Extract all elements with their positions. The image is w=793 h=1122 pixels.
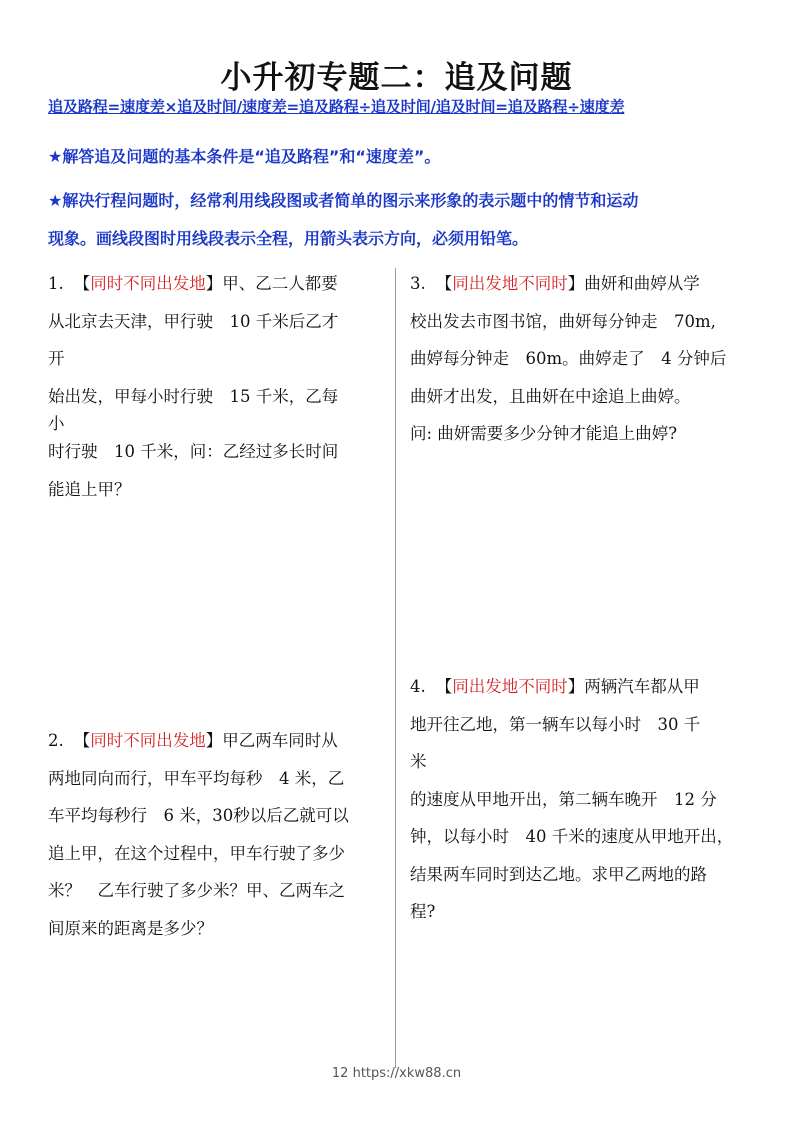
problem-line: 两地同向而行，甲车平均每秒 4 米，乙 [48,768,345,788]
problem-line: 米？ 乙车行驶了多少米？甲、乙两车之 [48,881,345,900]
problem-1-line-0: 1. 【同时不同出发地】甲、乙二人都要 [48,274,338,293]
problem-2-line-0: 2. 【同时不同出发地】甲乙两车同时从 [48,731,338,750]
problem-line: 钟，以每小时 40 千米的速度从甲地开出， [410,827,734,846]
problem-1 [48,265,383,508]
problem-number: 2. [48,731,64,750]
problem-number: 1. [48,274,64,293]
tip-basic-conditions: ★解答追及问题的基本条件是“追及路程”和“速度差”。 [48,147,441,166]
problem-tag: 【同出发地不同时】 [435,274,585,293]
problem-line: 车平均每秒行 6 米，30秒以后乙就可以 [48,806,349,825]
problem-line: 间原来的距离是多少？ [48,918,213,938]
problem-line: 问: 曲妍需要多少分钟才能追上曲婷? [410,424,678,443]
problem-4 [410,668,760,931]
tip-line-2: 现象。画线段图时用线段表示全程，用箭头表示方向，必须用铅笔。 [48,229,529,248]
problem-4-line-0: 4. 【同出发地不同时】两辆汽车都从甲 [410,677,700,696]
problem-line: 米 [410,752,427,771]
problem-line: 结果两车同时到达乙地。求甲乙两地的路 [410,864,707,884]
problem-line: 追上甲，在这个过程中，甲车行驶了多少 [48,843,345,863]
problem-2 [48,722,388,947]
problem-line: 地开往乙地，第一辆车以每小时 30 千 [410,714,701,734]
column-divider [395,268,396,1068]
page-footer: 12 https://xkw88.cn [331,1066,462,1081]
page-title: 小升初专题二：追及问题 [220,60,573,96]
problem-number: 3. [410,274,426,293]
problem-line: 小 [48,414,65,433]
problem-line: 开 [48,349,65,368]
problem-line: 能追上甲？ [48,479,131,499]
problem-line: 程? [410,902,436,921]
problem-line: 始出发，甲每小时行驶 15 千米，乙每 [48,386,339,406]
formula-line: 追及路程=速度差×追及时间/速度差=追及路程÷追及时间/追及时间=追及路程÷速度差 [48,98,625,116]
problem-tag: 【同时不同出发地】 [73,274,223,293]
problem-tag: 【同出发地不同时】 [435,677,585,696]
problem-number: 4. [410,677,426,696]
tip-line-diagram [48,182,758,258]
problem-3-line-0: 3. 【同出发地不同时】曲妍和曲婷从学 [410,274,700,293]
problem-line: 曲婷每分钟走 60m。曲婷走了 4 分钟后 [410,349,727,368]
problem-line: 时行驶 10 千米，问：乙经过多长时间 [48,442,339,461]
problem-line: 的速度从甲地开出，第二辆车晚开 12 分 [410,789,717,809]
problem-3 [410,265,755,453]
problem-line: 从北京去天津，甲行驶 10 千米后乙才 [48,311,339,331]
problem-tag: 【同时不同出发地】 [73,731,223,750]
problem-line: 校出发去市图书馆，曲妍每分钟走 70m, [410,311,716,331]
tip-line-1: ★解决行程问题时，经常利用线段图或者简单的图示来形象的表示题中的情节和运动 [48,191,639,210]
problem-line: 曲妍才出发，且曲妍在中途追上曲婷。 [410,386,691,406]
